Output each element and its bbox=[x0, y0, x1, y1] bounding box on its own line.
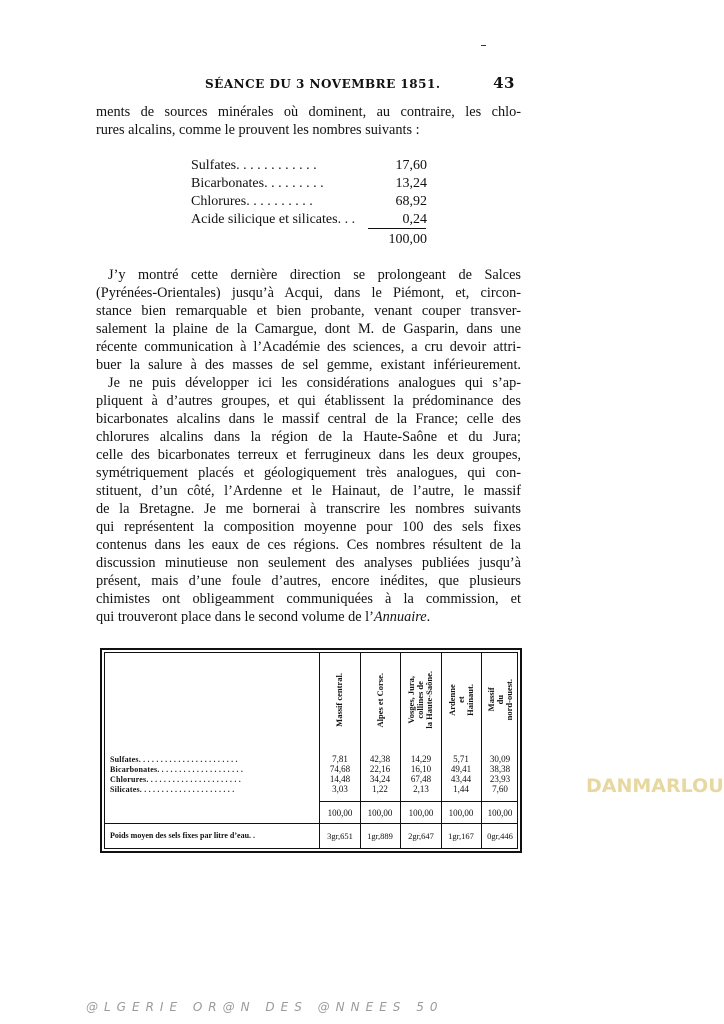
text-line: J’y montré cette dernière direction se prolongeant de Salces bbox=[108, 267, 521, 283]
table-cell: 5,71 bbox=[453, 754, 469, 764]
table-cell: 14,48 bbox=[329, 774, 351, 784]
text-line: stance bien remarquable et bien probante, venant couper transver- bbox=[96, 303, 521, 319]
watermark-bottom: @LGERIE OR@N DES @NNEES 50 bbox=[86, 1000, 444, 1014]
composition-label: Acide silicique et silicates. . . bbox=[191, 212, 356, 227]
table-cell: 49,41 bbox=[450, 764, 472, 774]
composition-value: 0,24 bbox=[402, 212, 427, 227]
total-cell: 100,00 bbox=[367, 808, 393, 818]
text-line: discussion minutieuse non seulement des analyses publiées jusqu’à bbox=[96, 555, 521, 571]
text-line: celle des bicarbonates terreux et ferrugineux dans les deux groupes, bbox=[96, 447, 521, 463]
text-line: présent, mais d’une foule d’autres, encore inédites, que plusieurs bbox=[96, 573, 521, 589]
table-cell: 3,03 bbox=[332, 784, 348, 794]
text-line: qui représentent la composition moyenne pour 100 des sels fixes bbox=[96, 519, 521, 535]
composition-value: 13,24 bbox=[395, 176, 427, 191]
composition-list bbox=[191, 158, 431, 247]
poids-cell: 3gr,651 bbox=[327, 831, 353, 841]
table-cell: 30,09 bbox=[489, 754, 511, 764]
text-line: ments de sources minérales où dominent, au contraire, les chlo- bbox=[96, 104, 521, 120]
table-cell: 67,48 bbox=[410, 774, 432, 784]
running-header bbox=[205, 74, 515, 95]
column-header-text: Massif central. bbox=[334, 673, 344, 727]
text-line: bicarbonates alcalins dans le massif central de la France; celle des bbox=[96, 411, 521, 427]
annuaire-title: Annuaire bbox=[373, 609, 427, 625]
composition-row bbox=[191, 176, 431, 194]
row-label-chlorures: Chlorures. . . . . . . . . . . . . . . . . . . . . . bbox=[110, 775, 241, 784]
total-cell: 100,00 bbox=[448, 808, 474, 818]
paragraph-direction bbox=[96, 266, 521, 374]
text-line-end: . bbox=[426, 609, 431, 625]
text-line: Je ne puis développer ici les considérations analogues qui s’ap- bbox=[108, 375, 521, 391]
composition-label: Sulfates. . . . . . . . . . . . bbox=[191, 158, 317, 173]
text-line: stituent, d’un côté, l’Ardenne et le Hainaut, de l’autre, le massif bbox=[96, 483, 521, 499]
total-cell: 100,00 bbox=[327, 808, 353, 818]
column-header-text: Alpes et Corse. bbox=[374, 672, 385, 728]
column-header-text: Vosges, Jura, collines de la Haute-Saône. bbox=[406, 671, 434, 729]
composition-label: Chlorures. . . . . . . . . . bbox=[191, 194, 313, 209]
composition-label: Bicarbonates. . . . . . . . . bbox=[191, 176, 324, 191]
text-line: de la Bretagne. Je me bornerai à transcrire les nombres suivants bbox=[96, 501, 521, 517]
composition-row bbox=[191, 158, 431, 176]
text-line: rures alcalins, comme le prouvent les nombres suivants : bbox=[96, 122, 420, 138]
table-cell: 23,93 bbox=[489, 774, 511, 784]
table-cell: 7,81 bbox=[332, 754, 348, 764]
table-cell: 7,60 bbox=[492, 784, 508, 794]
table-cell: 16,10 bbox=[410, 764, 432, 774]
text-line: contenus dans les eaux de ces régions. Ces nombres résultent de la bbox=[96, 537, 521, 553]
table-cell: 74,68 bbox=[329, 764, 351, 774]
table-cell: 1,44 bbox=[453, 784, 469, 794]
table-cell: 22,16 bbox=[369, 764, 391, 774]
table-inner-frame bbox=[104, 652, 518, 849]
total-cell: 100,00 bbox=[487, 808, 513, 818]
composition-table bbox=[100, 648, 522, 853]
total-cell: 100,00 bbox=[408, 808, 434, 818]
composition-value: 68,92 bbox=[395, 194, 427, 209]
row-label-bicarbonates: Bicarbonates. . . . . . . . . . . . . . . . . . . . bbox=[110, 765, 244, 774]
paragraph-intro bbox=[96, 103, 521, 139]
table-cell: 34,24 bbox=[369, 774, 391, 784]
text-line: buer la salure à des masses de sel gemme, existant inférieurement. bbox=[96, 357, 521, 373]
sum-rule bbox=[319, 801, 517, 802]
table-cell: 1,22 bbox=[372, 784, 388, 794]
table-cell: 2,13 bbox=[413, 784, 429, 794]
text-line: chlorures alcalins dans la région de la Haute-Saône et du Jura; bbox=[96, 429, 521, 445]
text-line: récente communication à l’Académie des sciences, a cru devoir attri- bbox=[96, 339, 521, 355]
text-line: symétriquement placés et géologiquement très analogues, qui con- bbox=[96, 465, 521, 481]
text-line: (Pyrénées-Orientales) jusqu’à Acqui, dans le Piémont, et, circon- bbox=[96, 285, 521, 301]
header-title: SÉANCE DU 3 NOVEMBRE 1851. bbox=[205, 77, 441, 91]
watermark-side: DANMARLOU bbox=[586, 775, 724, 797]
column-header bbox=[441, 653, 481, 747]
table-cell: 14,29 bbox=[410, 754, 432, 764]
sum-rule bbox=[368, 228, 426, 229]
table-cell: 42,38 bbox=[369, 754, 391, 764]
text-line: chimistes ont obligeamment communiquées à la commission, et bbox=[96, 591, 521, 607]
row-label-silicates: Silicates. . . . . . . . . . . . . . . . . . . . . . bbox=[110, 785, 235, 794]
text-line-start: qui trouveront place dans le second volume de l’ bbox=[96, 609, 374, 625]
row-divider bbox=[105, 823, 517, 824]
column-header bbox=[481, 653, 519, 747]
column-header-text: Massif du nord-ouest. bbox=[485, 679, 514, 721]
poids-cell: 2gr,647 bbox=[408, 831, 434, 841]
poids-cell: 1gr,167 bbox=[448, 831, 474, 841]
poids-cell: 1gr,889 bbox=[367, 831, 393, 841]
column-header bbox=[360, 653, 400, 747]
paragraph-groups bbox=[96, 374, 521, 626]
row-label-sulfates: Sulfates. . . . . . . . . . . . . . . . . . . . . . . bbox=[110, 755, 238, 764]
composition-total: 100,00 bbox=[388, 232, 427, 247]
table-cell: 43,44 bbox=[450, 774, 472, 784]
table-cell: 38,38 bbox=[489, 764, 511, 774]
page-number: 43 bbox=[493, 74, 515, 92]
text-line: pliquent à d’autres groupes, et qui établissent la prédominance des bbox=[96, 393, 521, 409]
text-line bbox=[96, 608, 521, 626]
poids-label: Poids moyen des sels fixes par litre d’eau. . bbox=[110, 831, 256, 840]
ink-mark bbox=[481, 45, 486, 46]
column-header bbox=[319, 653, 360, 747]
column-header bbox=[400, 653, 441, 747]
column-header-text: Ardenne et Hainaut. bbox=[446, 684, 475, 716]
text-line: salement la plaine de la Camargue, dont M. de Gasparin, dans une bbox=[96, 321, 521, 337]
composition-row bbox=[191, 194, 431, 212]
composition-value: 17,60 bbox=[395, 158, 427, 173]
poids-cell: 0gr,446 bbox=[487, 831, 513, 841]
